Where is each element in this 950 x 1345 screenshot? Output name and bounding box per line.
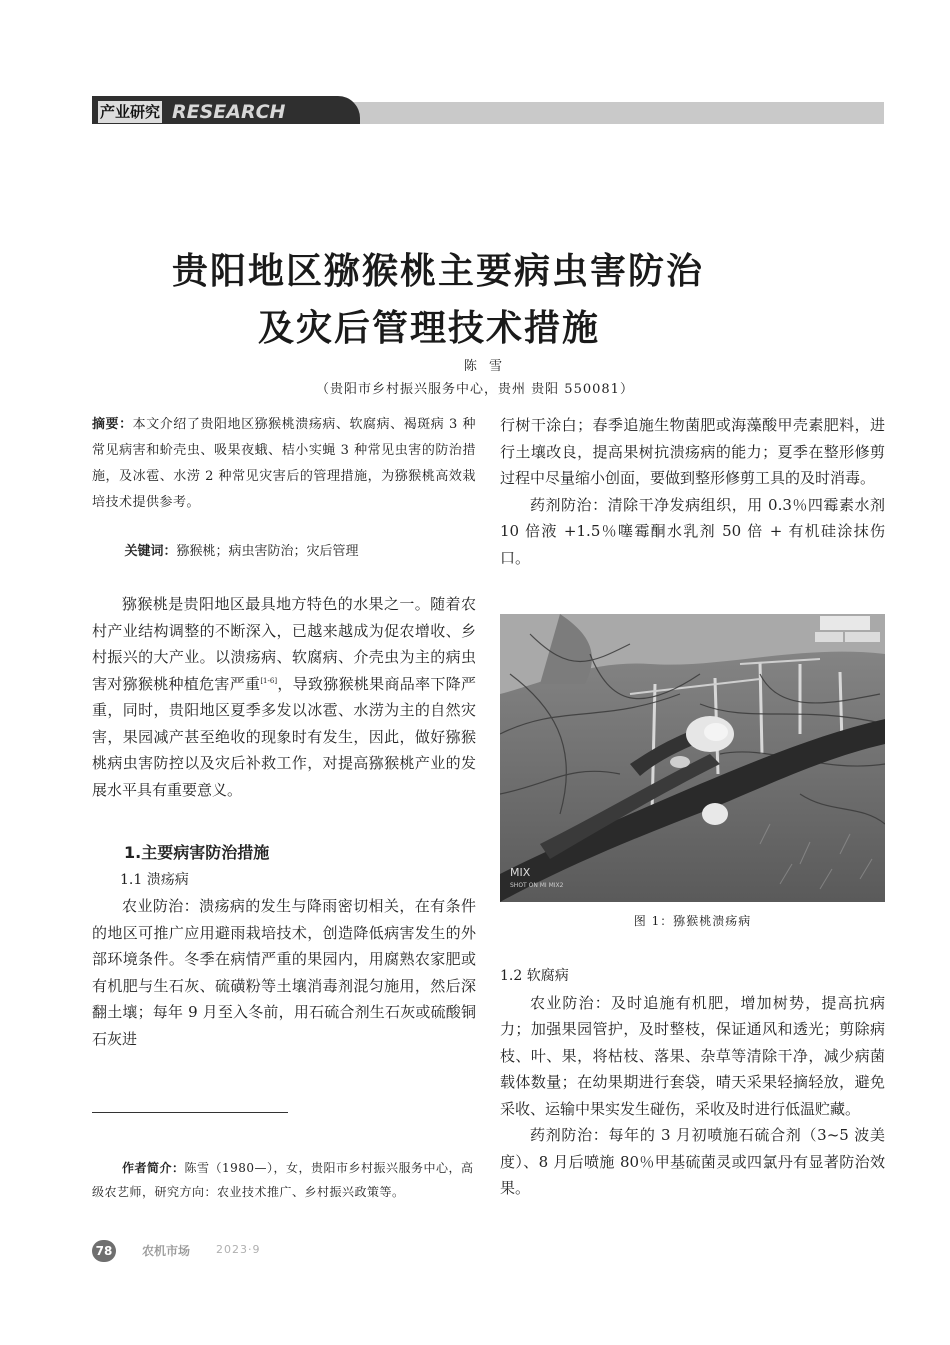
abstract-label: 摘要： (92, 417, 133, 432)
intro-text-a: 猕猴桃是贵阳地区最具地方特色的水果之一。随着农村产业结构调整的不断深入，已越来越成为促农增收、乡村振兴的大产业。以溃疡病、软腐病、介壳虫为主的病虫害对猕猴桃种植危害严重 (92, 595, 476, 693)
footnote-label: 作者简介： (122, 1161, 185, 1175)
footnote-text: 陈雪（1980—），女，贵阳市乡村振兴服务中心，高级农艺师，研究方向：农业技术推广、乡村振兴政策等。 (92, 1161, 474, 1199)
category-label: 产业研究 (100, 103, 161, 121)
issue-date: 2023·9 (216, 1243, 261, 1256)
orchard-photo (500, 614, 885, 902)
left-column-intro (92, 591, 476, 803)
abstract (92, 412, 476, 516)
subsection-1-2-heading: 1.2 软腐病 (500, 968, 569, 984)
intro-text-b: ，导致猕猴桃果商品率下降严重，同时，贵阳地区夏季多发以冰雹、水涝为主的自然灾害，果园减产甚至绝收的现象时有发生，因此，做好猕猴桃病虫害防控以及灾后补救工作，对提高猕猴桃产业的发展水平具有重要意义。 (92, 674, 476, 799)
right-column-section1-2 (500, 963, 885, 1202)
figure-caption: 图 1：猕猴桃溃疡病 (633, 914, 752, 928)
canker-chem-paragraph: 药剂防治：清除干净发病组织，用 0.3％四霉素水剂 10 倍液 +1.5％噻霉酮水乳剂 50 倍 + 有机硅涂抹伤口。 (500, 495, 885, 567)
author-footnote (92, 1156, 476, 1204)
abstract-text: 本文介绍了贵阳地区猕猴桃溃疡病、软腐病、褐斑病 3 种常见病害和蚧壳虫、吸果夜蛾、桔小实蝇 3 种常见虫害的防治措施，及冰雹、水涝 2 种常见灾害后的管理措施，为猕猴桃高效栽培技术提供参考。 (92, 417, 476, 510)
title-line-2: 及灾后管理技术措施 (258, 308, 601, 349)
keywords (92, 539, 476, 565)
right-column-top (500, 412, 885, 571)
citation-ref: [1-6] (260, 676, 278, 685)
canker-agri-continued: 行树干涂白；春季追施生物菌肥或海藻酸甲壳素肥料，进行土壤改良，提高果树抗溃疡病的能力；夏季在整形修剪过程中尽量缩小创面，要做到整形修剪工具的及时消毒。 (500, 416, 885, 487)
intro-paragraph (92, 591, 476, 803)
category-label-en: RESEARCH (172, 101, 286, 123)
keywords-text: 猕猴桃；病虫害防治；灾后管理 (176, 544, 359, 559)
footnote-rule (92, 1112, 288, 1113)
photo-watermark-caption: SHOT ON MI MIX2 (510, 882, 564, 889)
photo-watermark-logo: MIX (510, 866, 531, 879)
journal-name: 农机市场 (142, 1244, 191, 1258)
title-line-1: 贵阳地区猕猴桃主要病虫害防治 (172, 251, 705, 292)
keywords-label: 关键词： (124, 544, 177, 559)
figure-kiwi-canker-photo (500, 614, 885, 902)
section-1-heading: 1.主要病害防治措施 (124, 843, 270, 862)
author-name: 陈 雪 (463, 359, 507, 374)
soft-rot-agri-paragraph: 农业防治：及时追施有机肥，增加树势，提高抗病力；加强果园管护，及时整枝，保证通风和透光；剪除病枝、叶、果，将枯枝、落果、杂草等清除干净，减少病菌载体数量；在幼果期进行套袋，晴天采果轻摘轻放，避免采收、运输中果实发生碰伤，采收及时进行低温贮藏。 (500, 993, 885, 1118)
canker-agri-paragraph: 农业防治：溃疡病的发生与降雨密切相关，在有条件的地区可推广应用避雨栽培技术，创造降低病害发生的外部环境条件。冬季在病情严重的果园内，用腐熟农家肥或有机肥与生石灰、硫磺粉等土壤消毒剂混匀施用，然后深翻土壤；每年 9 月至入冬前，用石硫合剂生石灰或硫酸铜石灰进 (92, 897, 476, 1048)
soft-rot-chem-paragraph: 药剂防治：每年的 3 月初喷施石硫合剂（3~5 波美度）、8 月后喷施 80％甲基硫菌灵或四氯丹有显著防治效果。 (500, 1126, 885, 1197)
section-header (92, 96, 884, 126)
page-number: 78 (92, 1240, 116, 1262)
left-column-section1 (92, 840, 476, 1052)
author-affiliation: （贵阳市乡村振兴服务中心，贵州 贵阳 550081） (316, 382, 634, 397)
subsection-1-1-heading: 1.1 溃疡病 (120, 871, 189, 888)
